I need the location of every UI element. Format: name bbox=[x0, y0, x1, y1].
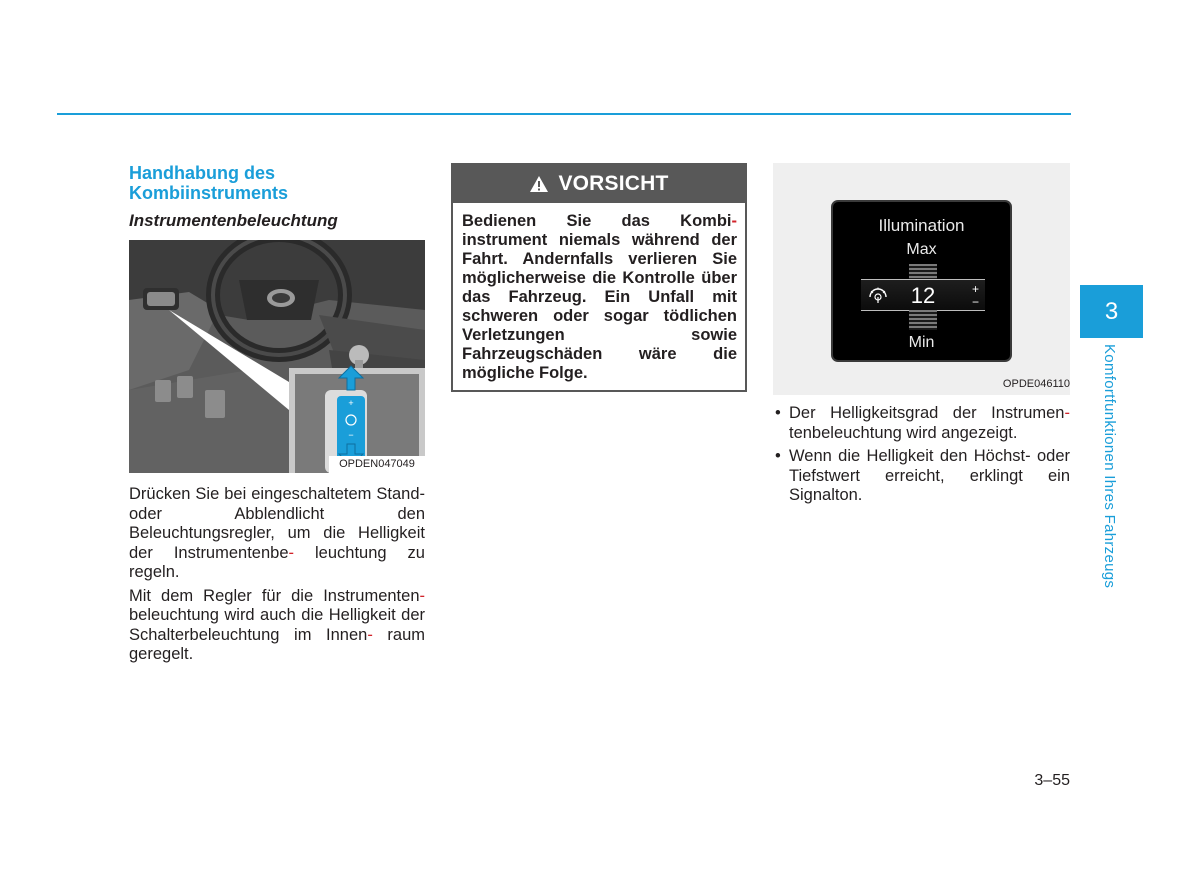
max-label: Max bbox=[906, 241, 937, 258]
paragraph-1: Drücken Sie bei eingeschaltetem Stand- oder Abblendlicht den Beleuchtungsregler, um die Helligkeit der Instrumentenbe- leuchtung zu regeln. bbox=[129, 485, 425, 581]
paragraph-2: Mit dem Regler für die Instrumenten- beleuchtung wird auch die Helligkeit der Schalterbeleuchtung im Innen- raum geregelt. bbox=[129, 586, 425, 663]
illumination-display-figure bbox=[773, 163, 1070, 395]
left-column bbox=[129, 163, 425, 665]
caution-text: Bedienen Sie das Kombi- instrument niemals während der Fahrt. Andernfalls verlieren Sie möglicherweise die Kontrolle über das Fahrzeug. Ein Unfall mit schweren oder sogar tödlichen Verletzungen sowie Fahrzeugschäden wäre die mögliche Folge. bbox=[462, 212, 737, 382]
cluster-screen bbox=[831, 200, 1012, 362]
illumination-value: 12 bbox=[910, 283, 936, 308]
top-rule bbox=[57, 113, 1071, 115]
switch-plus: + bbox=[348, 398, 354, 408]
min-label: Min bbox=[908, 334, 935, 351]
section-title-line2: Kombiinstruments bbox=[129, 183, 289, 203]
illumination-level-bar bbox=[861, 279, 985, 311]
switch-minus: − bbox=[348, 430, 354, 440]
caution-header bbox=[453, 165, 745, 203]
chapter-tab: 3 bbox=[1080, 285, 1143, 338]
illumination-icon bbox=[867, 287, 889, 310]
warning-triangle-icon bbox=[529, 175, 549, 193]
photo-code: OPDEN047049 bbox=[329, 456, 425, 473]
bullet-item: • Wenn die Helligkeit den Höchst- oder Tiefstwert erreicht, erklingt ein Signalton. bbox=[773, 447, 1070, 506]
display-figure-code: OPDE046110 bbox=[1002, 378, 1070, 390]
bullet-item: • Der Helligkeitsgrad der Instrumen- tenbeleuchtung wird angezeigt. bbox=[773, 404, 1070, 443]
dashboard-illustration bbox=[129, 240, 425, 473]
section-title bbox=[129, 163, 425, 203]
level-stripes-upper bbox=[909, 264, 937, 280]
level-stripes-lower bbox=[909, 310, 937, 330]
caution-heading: VORSICHT bbox=[558, 172, 669, 195]
bullet-list bbox=[773, 404, 1070, 506]
minus-symbol: − bbox=[971, 295, 979, 309]
page-number: 3–55 bbox=[1034, 772, 1070, 789]
subsection-title: Instrumentenbeleuchtung bbox=[129, 211, 338, 230]
right-column bbox=[773, 163, 1070, 506]
illumination-label: Illumination bbox=[878, 216, 965, 235]
section-title-line1: Handhabung des bbox=[129, 163, 276, 183]
chapter-title: Komfortfunktionen Ihres Fahrzeugs bbox=[1101, 344, 1118, 589]
description-text bbox=[129, 485, 425, 665]
middle-column bbox=[451, 163, 747, 392]
plus-symbol: + bbox=[971, 282, 979, 296]
caution-box bbox=[451, 163, 747, 392]
dashboard-photo bbox=[129, 240, 425, 473]
